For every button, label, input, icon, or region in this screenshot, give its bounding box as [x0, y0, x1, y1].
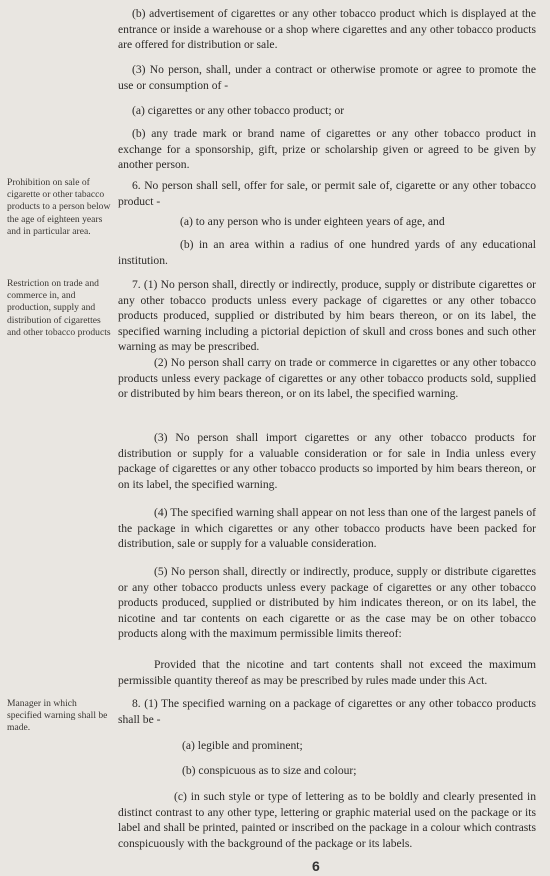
section-7-4: (4) The specified warning shall appear on not less than one of the largest panels of the package in which cigarettes or any other tobacco products have been packed for distribution, sale or supply for a valuable consideration.: [118, 506, 536, 551]
section-8b: (b) conspicuous as to size and colour;: [182, 764, 357, 777]
paragraph-5-3b: (b) any trade mark or brand name of cigarettes or any other tobacco product in exchange for a sponsorship, gift, prize or scholarship given or agreed to be given by another person.: [118, 127, 536, 172]
margin-note-section-6: Prohibition on sale of cigarette or other tabacco products to a person below the age of eighteen years and in particular area.: [7, 177, 111, 237]
margin-note-section-7: Restriction on trade and commerce in, and production, supply and distribution of cigarettes and other tobacco products: [7, 278, 111, 338]
page-number: 6: [312, 858, 320, 874]
section-6a: (a) to any person who is under eighteen years of age, and: [180, 215, 445, 228]
section-6: 6. No person shall sell, offer for sale, or permit sale of, cigarette or any other tobacco product -: [118, 179, 536, 208]
section-8a: (a) legible and prominent;: [182, 739, 303, 752]
paragraph-5-3a: (a) cigarettes or any other tobacco product; or: [132, 104, 345, 117]
section-8-1: 8. (1) The specified warning on a package of cigarettes or any other tobacco products shall be -: [118, 697, 536, 726]
section-7-5: (5) No person shall, directly or indirectly, produce, supply or distribute cigarettes or any other tobacco products unless every package of cigarettes or any other tobacco products produced, supplied or distributed by him indicates thereon, or on its label, the nicotine and tar contents on each cigarette or as the case may be on other tobacco products along with the maximum permissible limits thereof:: [118, 565, 536, 641]
section-7-2: (2) No person shall carry on trade or commerce in cigarettes or any other tobacco products unless every package of cigarettes or any other tobacco products sold, supplied or distributed by him bears thereon, or on its label, the specified warning.: [118, 356, 536, 401]
section-7-proviso: Provided that the nicotine and tart contents shall not exceed the maximum permissible quantity thereof as may be prescribed by rules made under this Act.: [118, 658, 536, 687]
section-7-1: 7. (1) No person shall, directly or indirectly, produce, supply or distribute cigarettes or any other tobacco products unless every package of cigarettes or any other tobacco products produced, supplied or distributed by him bears thereon, or on its label, the specified warning including a pictorial depiction of skull and cross bones and such other warning as may be prescribed.: [118, 278, 536, 354]
section-6b: (b) in an area within a radius of one hundred yards of any educational institution.: [118, 238, 536, 267]
paragraph-5-3: (3) No person, shall, under a contract or otherwise promote or agree to promote the use or consumption of -: [118, 63, 536, 92]
section-8c: (c) in such style or type of lettering as to be boldly and clearly presented in distinct contrast to any other type, lettering or graphic material used on the package or its label and shall be printed, painted or inscribed on the package in a colour which contrasts conspicuously with the background of the package or its labels.: [118, 790, 536, 850]
section-7-3: (3) No person shall import cigarettes or any other tobacco products for distribution or supply for a valuable consideration or for sale in India unless every package of cigarettes or any other tobacco products so imported by him bears thereon, or on its label, the specified warning.: [118, 431, 536, 491]
margin-note-section-8: Manager in which specified warning shall be made.: [7, 698, 108, 734]
paragraph-5b: (b) advertisement of cigarettes or any other tobacco product which is displayed at the entrance or inside a warehouse or a shop where cigarettes and any other tobacco products are offered for distribution or sale.: [118, 7, 536, 52]
